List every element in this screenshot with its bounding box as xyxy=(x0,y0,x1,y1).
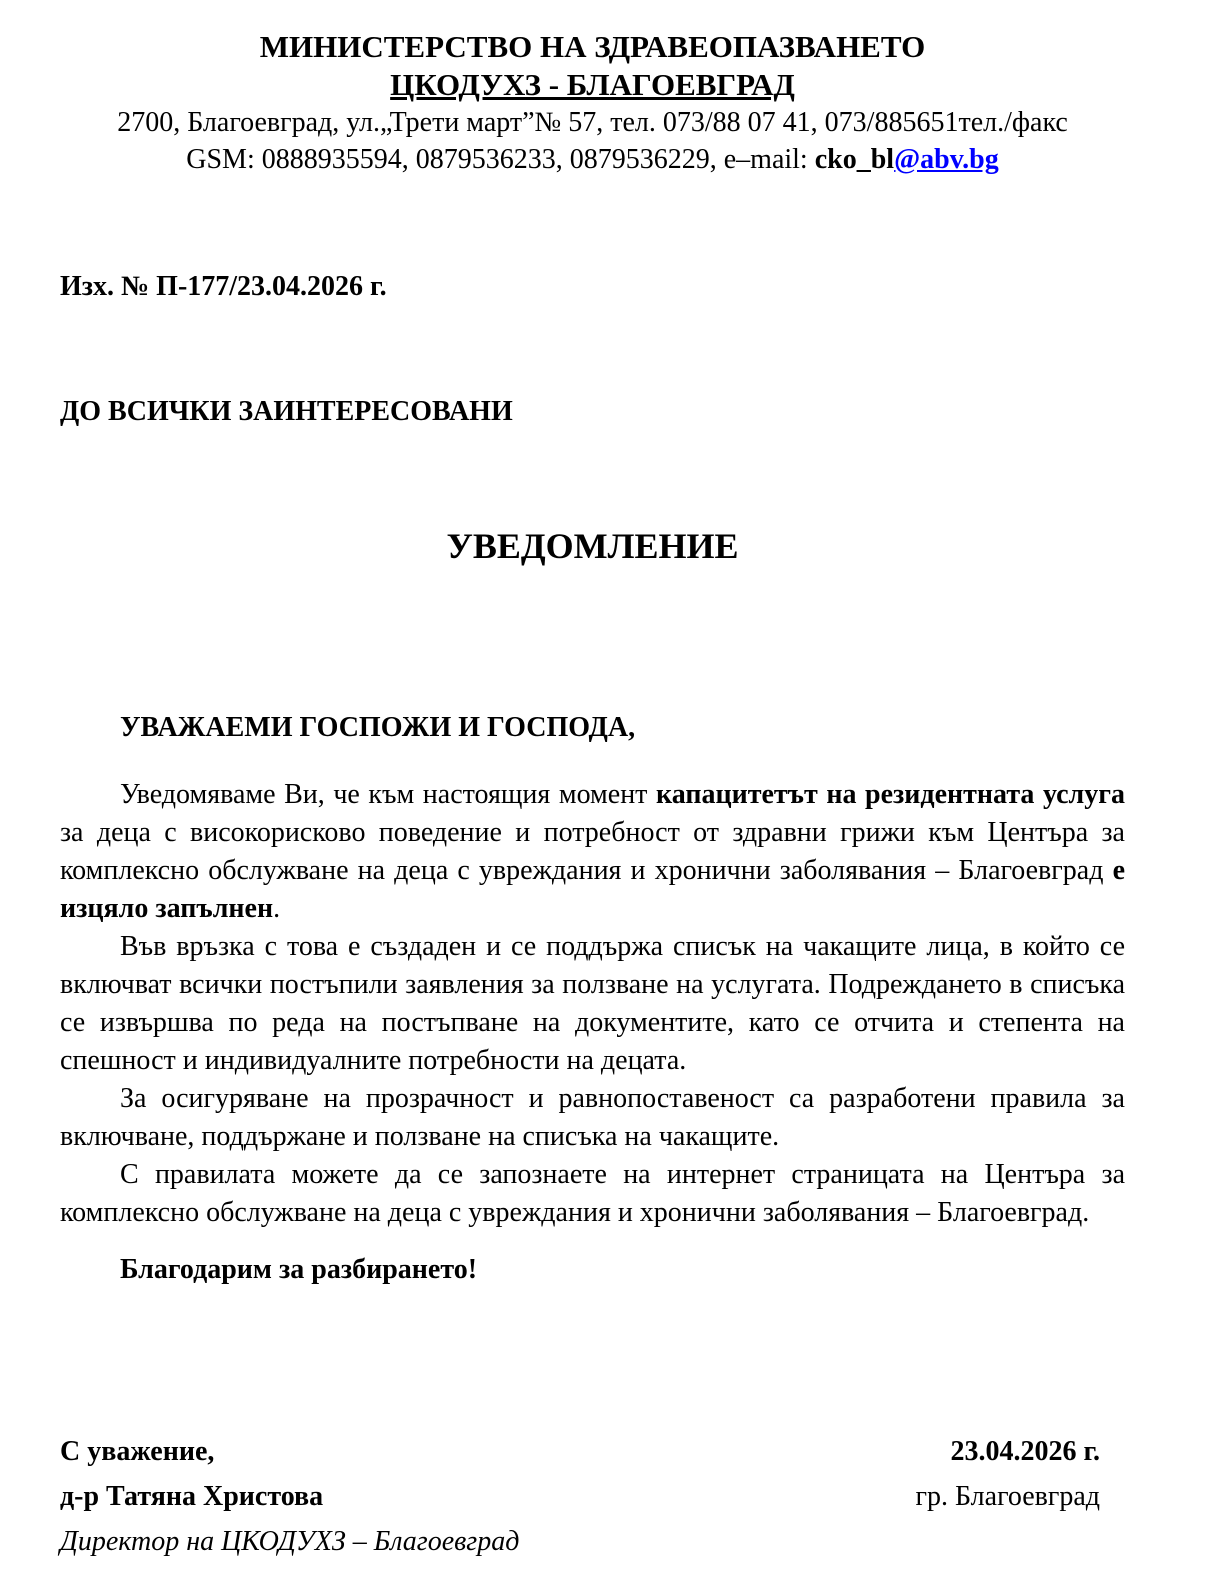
paragraph-4: С правилата можете да се запознаете на интернет страницата на Центъра за комплексно обслужване на деца с увреждания и хронични заболявания – Благоевград. xyxy=(60,1159,1125,1228)
paragraph-1 xyxy=(60,776,1125,928)
signature-block xyxy=(60,1429,1125,1564)
signature-date: 23.04.2026 г. xyxy=(950,1436,1100,1467)
paragraph-1-text: Уведомяваме Ви, че към настоящия момент xyxy=(120,779,656,810)
letter-body xyxy=(60,776,1125,1232)
email-link[interactable]: @abv.bg xyxy=(894,144,999,175)
paragraph-1-text-mid: за деца с високорисково поведение и потребност от здравни грижи към Центъра за комплексно обслужване на деца с увреждания и хронични заболявания – Благоевград xyxy=(60,817,1125,886)
paragraph-1-period: . xyxy=(273,893,281,924)
gsm-numbers: GSM: 0888935594, 0879536233, 0879536229, e–mail: xyxy=(186,144,815,175)
ministry-name: МИНИСТЕРСТВО НА ЗДРАВЕОПАЗВАНЕТО xyxy=(259,29,926,64)
paragraph-3: За осигуряване на прозрачност и равнопоставеност са разработени правила за включване, поддържане и ползване на списъка на чакащите. xyxy=(60,1083,1125,1152)
salutation-line: УВАЖАЕМИ ГОСПОЖИ И ГОСПОДА, xyxy=(120,712,636,743)
letterhead xyxy=(60,28,1125,178)
addressee-line: ДО ВСИЧКИ ЗАИНТЕРЕСОВАНИ xyxy=(60,396,513,427)
email-user: cko_bl xyxy=(814,144,895,175)
signature-city: гр. Благоевград xyxy=(915,1481,1100,1512)
closing-line: Благодарим за разбирането! xyxy=(120,1254,478,1285)
signature-regards: С уважение, xyxy=(60,1436,215,1467)
paragraph-1-bold-capacity: капацитетът на резидентната услуга xyxy=(656,779,1125,810)
signature-left xyxy=(60,1429,519,1564)
signature-name: д-р Татяна Христова xyxy=(60,1481,324,1512)
contacts-line xyxy=(60,141,1125,178)
center-name: ЦКОДУХЗ - БЛАГОЕВГРАД xyxy=(390,67,795,102)
address-line: 2700, Благоевград, ул.„Трети март”№ 57, тел. 073/88 07 41, 073/885651тел./факс xyxy=(117,107,1068,138)
paragraph-2: Във връзка с това е създаден и се поддържа списък на чакащите лица, в който се включват всички постъпили заявления за ползване на услугата. Подреждането в списъка се извършва по реда на постъпване на документите, като се отчита и степента на спешност и индивидуалните потребности на децата. xyxy=(60,931,1125,1076)
document-title: УВЕДОМЛЕНИЕ xyxy=(446,526,739,566)
signature-role: Директор на ЦКОДУХЗ – Благоевград xyxy=(60,1526,520,1557)
paragraph-1-bold-full: е изцяло запълнен xyxy=(60,855,1125,924)
reference-number: Изх. № П-177/23.04.2026 г. xyxy=(60,271,387,302)
signature-right xyxy=(915,1429,1125,1519)
